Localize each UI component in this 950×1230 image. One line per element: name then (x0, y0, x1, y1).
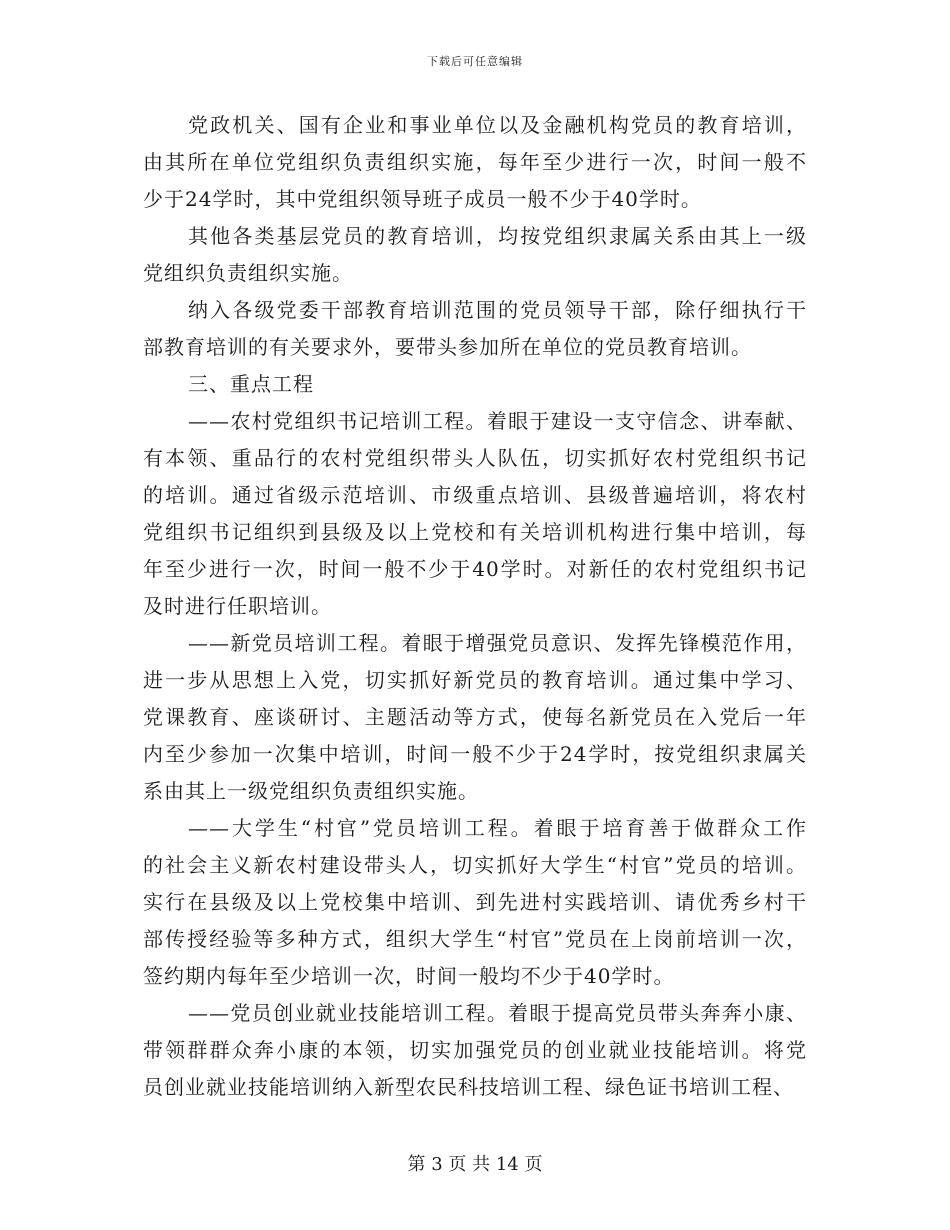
text-line: 带领群群众奔小康的本领，切实加强党员的创业就业技能培训。将党 (143, 1038, 807, 1062)
text-line: 年至少进行一次，时间一般不少于40学时。对新任的农村党组织书记 (143, 557, 807, 581)
text-line: 部教育培训的有关要求外，要带头参加所在单位的党员教育培训。 (143, 335, 752, 359)
text-line: 党课教育、座谈研讨、主题活动等方式，使每名新党员在入党后一年 (143, 705, 807, 729)
text-line: ——新党员培训工程。着眼于增强党员意识、发挥先锋模范作用， (188, 631, 807, 655)
paragraph (143, 218, 807, 292)
paragraph (143, 403, 807, 625)
text-line: 部传授经验等多种方式，组织大学生“村官”党员在上岗前培训一次， (143, 927, 807, 951)
paragraph (143, 107, 807, 218)
text-line: 党政机关、国有企业和事业单位以及金融机构党员的教育培训， (188, 113, 807, 137)
text-line: 的社会主义新农村建设带头人，切实抓好大学生“村官”党员的培训。 (143, 853, 807, 877)
text-line: 有本领、重品行的农村党组织带头人队伍，切实抓好农村党组织书记 (143, 446, 807, 470)
text-line: 内至少参加一次集中培训，时间一般不少于24学时，按党组织隶属关 (143, 742, 807, 766)
text-line: 的培训。通过省级示范培训、市级重点培训、县级普遍培训，将农村 (143, 483, 807, 507)
text-line: ——大学生“村官”党员培训工程。着眼于培育善于做群众工作 (188, 816, 807, 840)
text-line: ——农村党组织书记培训工程。着眼于建设一支守信念、讲奉献、 (188, 409, 807, 433)
text-line: 党组织负责组织实施。 (143, 261, 353, 285)
text-line: 党组织书记组织到县级及以上党校和有关培训机构进行集中培训，每 (143, 520, 807, 544)
text-line: 员创业就业技能培训纳入新型农民科技培训工程、绿色证书培训工程、 (143, 1075, 794, 1099)
text-line: 少于24学时，其中党组织领导班子成员一般不少于40学时。 (143, 187, 702, 211)
document-body (143, 107, 807, 1106)
text-line: ——党员创业就业技能培训工程。着眼于提高党员带头奔奔小康、 (188, 1001, 807, 1025)
paragraph (143, 625, 807, 810)
paragraph (143, 366, 807, 403)
text-line: 纳入各级党委干部教育培训范围的党员领导干部，除仔细执行干 (188, 298, 807, 322)
page-header-note: 下载后可任意编辑 (427, 55, 523, 68)
paragraph (143, 995, 807, 1106)
text-line: 系由其上一级党组织负责组织实施。 (143, 779, 479, 803)
page-number-footer: 第 3 页 共 14 页 (407, 1154, 543, 1175)
text-line: 由其所在单位党组织负责组织实施，每年至少进行一次，时间一般不 (143, 150, 807, 174)
text-line: 及时进行任职培训。 (143, 594, 332, 618)
text-line: 其他各类基层党员的教育培训，均按党组织隶属关系由其上一级 (188, 224, 807, 248)
text-line: 三、重点工程 (188, 372, 314, 396)
text-line: 签约期内每年至少培训一次，时间一般均不少于40学时。 (143, 964, 675, 988)
text-line: 实行在县级及以上党校集中培训、到先进村实践培训、请优秀乡村干 (143, 890, 807, 914)
text-line: 进一步从思想上入党，切实抓好新党员的教育培训。通过集中学习、 (143, 668, 807, 692)
paragraph (143, 292, 807, 366)
paragraph (143, 810, 807, 995)
